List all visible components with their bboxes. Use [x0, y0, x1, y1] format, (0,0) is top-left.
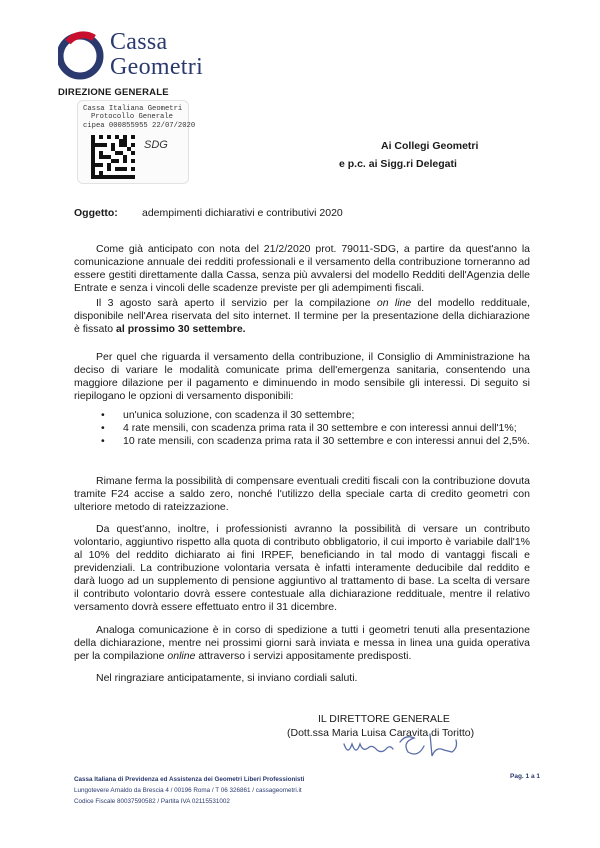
paragraph-2-deadline: al prossimo 30 settembre. [116, 323, 246, 335]
paragraph-7 [74, 672, 530, 685]
paragraph-6-text-b: attraverso i servizi appositamente predisposti. [198, 650, 412, 662]
stamp-line-1: Cassa Italiana Geometri [83, 105, 183, 113]
closing-greeting: Nel ringraziare anticipatamente, si inviano cordiali saluti. [96, 672, 358, 684]
footer-fiscal: Codice Fiscale 80037590582 / Partita IVA 02115531002 [74, 798, 230, 805]
stamp-initials: SDG [144, 139, 168, 151]
addressee-collegi: Ai Collegi Geometri [381, 140, 479, 152]
oggetto-text: adempimenti dichiarativi e contributivi 2020 [142, 207, 343, 219]
paragraph-5-text: Da quest'anno, inoltre, i professionisti avranno la possibilità di versare un contributo volontario, aggiuntivo rispetto alla quota di contributo obbligatorio, il cui importo è variabile dall'1% al 10% del reddito dichiarato ai fini IRPEF, beneficiando in tal modo di vantaggi fiscali e previdenziali. La contribuzione volontaria versata è infatti interamente deducibile dal reddito e darà luogo ad un supplemento di pensione aggiuntivo al trattamento di base. La scelta di versare il contributo volontario dovrà essere contestuale alla dichiarazione reddituale, mentre il relativo versamento dovrà essere effettuato entro il 31 dicembre. [74, 523, 530, 613]
paragraph-6 [74, 624, 530, 663]
handwritten-signature-icon [338, 730, 488, 760]
paragraph-5 [74, 523, 530, 614]
logo-mark-icon [58, 28, 114, 84]
paragraph-3 [74, 351, 530, 403]
paragraph-1 [74, 243, 530, 295]
addressee-delegati: e p.c. ai Sigg.ri Delegati [339, 158, 457, 170]
paragraph-6-online: online [167, 650, 196, 662]
page-number: Pag. 1 a 1 [510, 773, 540, 780]
paragraph-4 [74, 475, 530, 514]
logo-line-1: Cassa [110, 29, 168, 55]
paragraph-2-online: on line [376, 297, 412, 309]
paragraph-1-text: Come già anticipato con nota del 21/2/2020 prot. 79011-SDG, a partire da quest'anno la comunicazione annuale dei redditi professionali e il versamento della contribuzione torneranno ad essere gestiti direttamente dalla Cassa, senza più avvalersi del modello Redditi dell'Agenzia delle Entrate e senza i vincoli delle scadenze previste per gli adempimenti fiscali. [74, 243, 530, 294]
signatory-title: IL DIRETTORE GENERALE [318, 713, 450, 725]
payment-options-list [101, 409, 531, 448]
paragraph-4-text: Rimane ferma la possibilità di compensare eventuali crediti fiscali con la contribuzione dovuta tramite F24 accise a saldo zero, nonché l'utilizzo della speciale carta di credito geometri con ulteriore metodo di rateizzazione. [74, 475, 530, 513]
cassa-geometri-logo [58, 28, 258, 88]
protocol-stamp [77, 100, 196, 184]
payment-option: • 10 rate mensili, con scadenza prima rata il 30 settembre e con interessi annui del 2,5%. [101, 435, 531, 448]
oggetto-label: Oggetto: [74, 207, 118, 219]
logo-wordmark [110, 30, 203, 80]
stamp-line-2: Protocollo Generale [91, 113, 173, 121]
payment-option: • 4 rate mensili, con scadenza prima rata il 30 settembre e con interessi annui dell'1%; [101, 422, 531, 435]
paragraph-2-text-a: Il 3 agosto sarà aperto il servizio per la compilazione [96, 297, 371, 309]
footer-organization: Cassa Italiana di Previdenza ed Assistenza dei Geometri Liberi Professionisti [74, 776, 305, 783]
paragraph-2-text-b: del modello reddituale, disponibile nell'Area riservata del sito internet. Il termine per la presentazione della dichiarazione è fissato [74, 297, 530, 335]
paragraph-2 [74, 297, 530, 336]
payment-option: • un'unica soluzione, con scadenza il 30 settembre; [101, 409, 531, 422]
paragraph-3-text: Per quel che riguarda il versamento della contribuzione, il Consiglio di Amministrazione ha deciso di variare le modalità comunicate prima dell'emergenza sanitaria, consentendo una maggiore dilazione per il pagamento e diminuendo in modo sensibile gli interessi. Di seguito si riepilogano le opzioni di versamento disponibili: [74, 351, 530, 402]
stamp-line-3: cipea 000855955 22/07/2020 [83, 122, 196, 130]
datamatrix-code-icon [91, 135, 135, 179]
footer-address: Lungotevere Arnaldo da Brescia 4 / 00196 Roma / T 06 326861 / cassageometri.it [74, 787, 302, 794]
paragraph-6-text-a: Analoga comunicazione è in corso di spedizione a tutti i geometri tenuti alla presentazione della dichiarazione, mentre nei prossimi giorni sarà inviata e messa in linea una guida operativa per la compilazione [74, 624, 530, 662]
direzione-generale-label: DIREZIONE GENERALE [58, 87, 169, 98]
logo-line-2: Geometri [110, 54, 204, 80]
signatory-name: (Dott.ssa Maria Luisa Caravita di Toritto) [287, 727, 475, 739]
